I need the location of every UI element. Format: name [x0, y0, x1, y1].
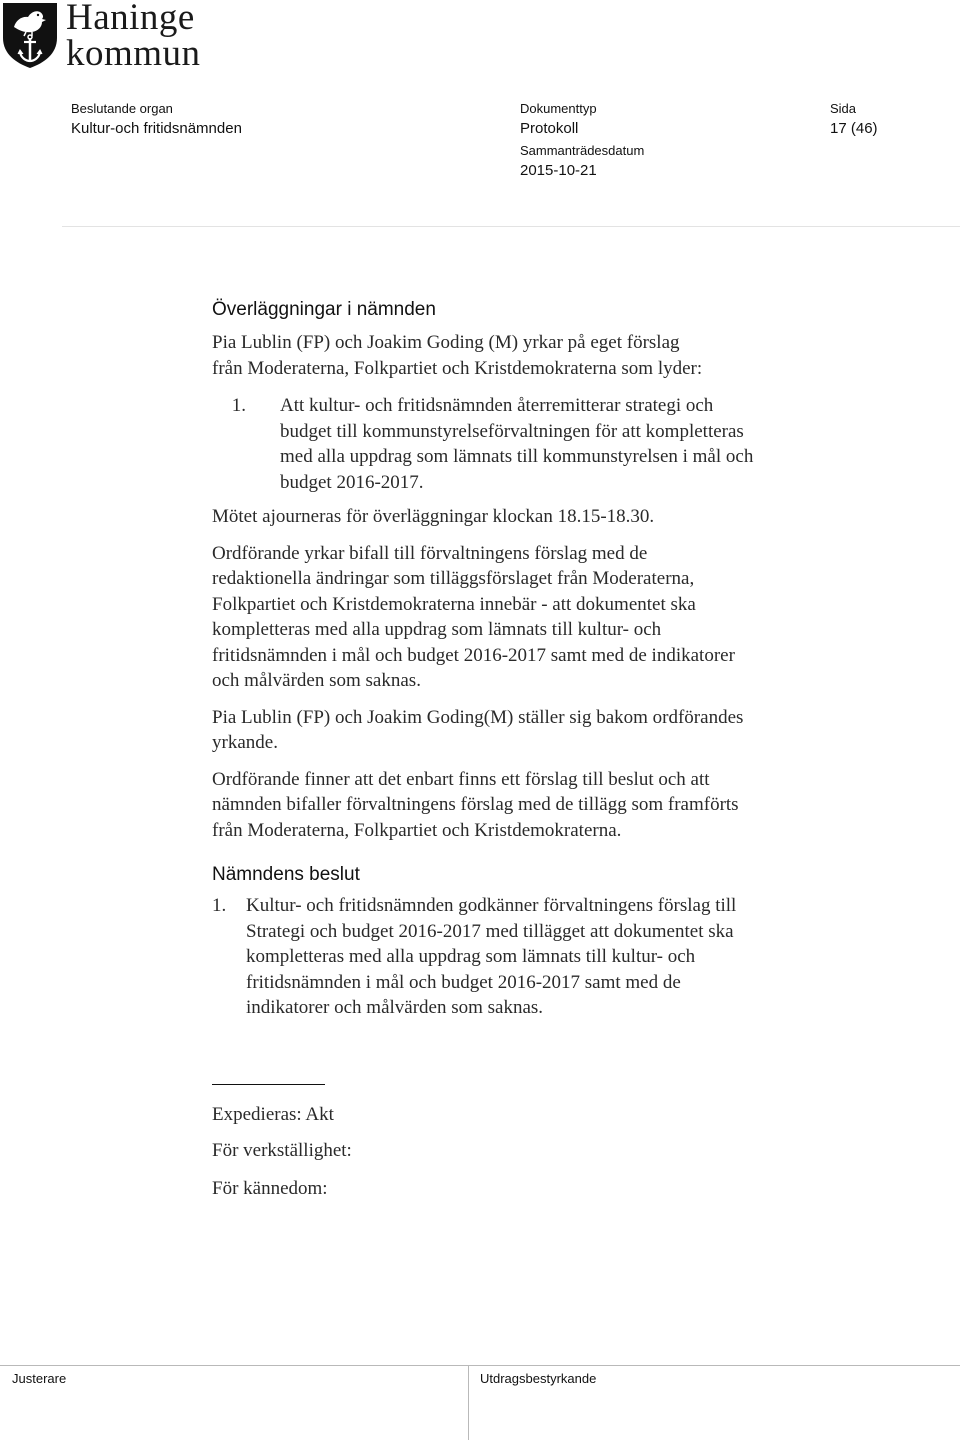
- finding-paragraph: Ordförande finner att det enbart finns ett förslag till beslut och att nämnden bifaller förvaltningens förslag med de tillägg som framförts från Moderaterna, Folkpartiet och Kristdemokraterna.: [212, 768, 739, 841]
- decision-item-text: Kultur- och fritidsnämnden godkänner förvaltningens förslag till Strategi och budget 2016-2017 med tillägget att dokumentet ska kompletteras med alla uppdrag som lämnats till kultur- och fritidsnämnden i mål och budget 2016-2017 samt med de indikatorer och målvärden som saknas.: [246, 895, 737, 1018]
- proposal-item-text: Att kultur- och fritidsnämnden återremitterar strategi och budget till kommunstyrelseförvaltningen för att kompletteras med alla uppdrag som lämnats till kommunstyrelsen i mål och budget 2016-2017.: [280, 395, 754, 493]
- haninge-kommun-logo: [0, 0, 240, 74]
- footer-divider: [0, 1365, 960, 1366]
- date-value: 2015-10-21: [520, 162, 597, 179]
- meta-date: [520, 143, 644, 181]
- decision-item-number: 1.: [212, 895, 227, 916]
- adjourn-paragraph: Mötet ajourneras för överläggningar klockan 18.15-18.30.: [212, 506, 655, 527]
- header-divider: [62, 226, 960, 227]
- doctype-value: Protokoll: [520, 120, 579, 137]
- footer-column-separator: [468, 1365, 469, 1440]
- date-label: Sammanträdesdatum: [520, 143, 645, 158]
- distribution-verkstallighet: För verkställighet:: [212, 1140, 352, 1161]
- proposal-item-number: 1.: [231, 395, 246, 416]
- section-heading-decision: Nämndens beslut: [212, 864, 360, 885]
- decision-list-item: [212, 893, 852, 1021]
- page-label: Sida: [830, 101, 857, 116]
- proposal-list-item: [212, 393, 852, 495]
- meta-organ: [71, 101, 242, 139]
- signature-divider: [212, 1084, 325, 1085]
- doctype-label: Dokumenttyp: [520, 101, 597, 116]
- support-paragraph: Pia Lublin (FP) och Joakim Goding(M) ställer sig bakom ordförandes yrkande.: [212, 706, 744, 753]
- intro-paragraph: Pia Lublin (FP) och Joakim Goding (M) yrkar på eget förslag från Moderaterna, Folkpartiet och Kristdemokraterna som lyder:: [212, 332, 703, 379]
- logo-text-line2: kommun: [66, 33, 201, 74]
- logo-text-line1: Haninge: [66, 0, 195, 38]
- document-body: [212, 298, 852, 1021]
- page-value: 17 (46): [830, 120, 878, 137]
- meta-doctype: [520, 101, 597, 139]
- organ-label: Beslutande organ: [71, 101, 173, 116]
- municipal-coat-of-arms-icon: [0, 0, 60, 70]
- footer-utdragsbestyrkande: Utdragsbestyrkande: [480, 1371, 597, 1386]
- section-heading-deliberations: Överläggningar i nämnden: [212, 299, 436, 320]
- footer-justerare: Justerare: [12, 1371, 67, 1386]
- chair-motion-paragraph: Ordförande yrkar bifall till förvaltningens förslag med de redaktionella ändringar som tilläggsförslaget från Moderaterna, Folkpartiet och Kristdemokraterna innebär - att dokumentet ska kompletteras med alla uppdrag som lämnats till kultur- och fritidsnämnden i mål och budget 2016-2017 samt med de indikatorer och målvärden som saknas.: [212, 542, 735, 691]
- distribution-kannedom: För kännedom:: [212, 1178, 328, 1199]
- meta-page: [830, 101, 878, 139]
- organ-value: Kultur-och fritidsnämnden: [71, 120, 242, 137]
- distribution-expedieras: Expedieras: Akt: [212, 1104, 334, 1125]
